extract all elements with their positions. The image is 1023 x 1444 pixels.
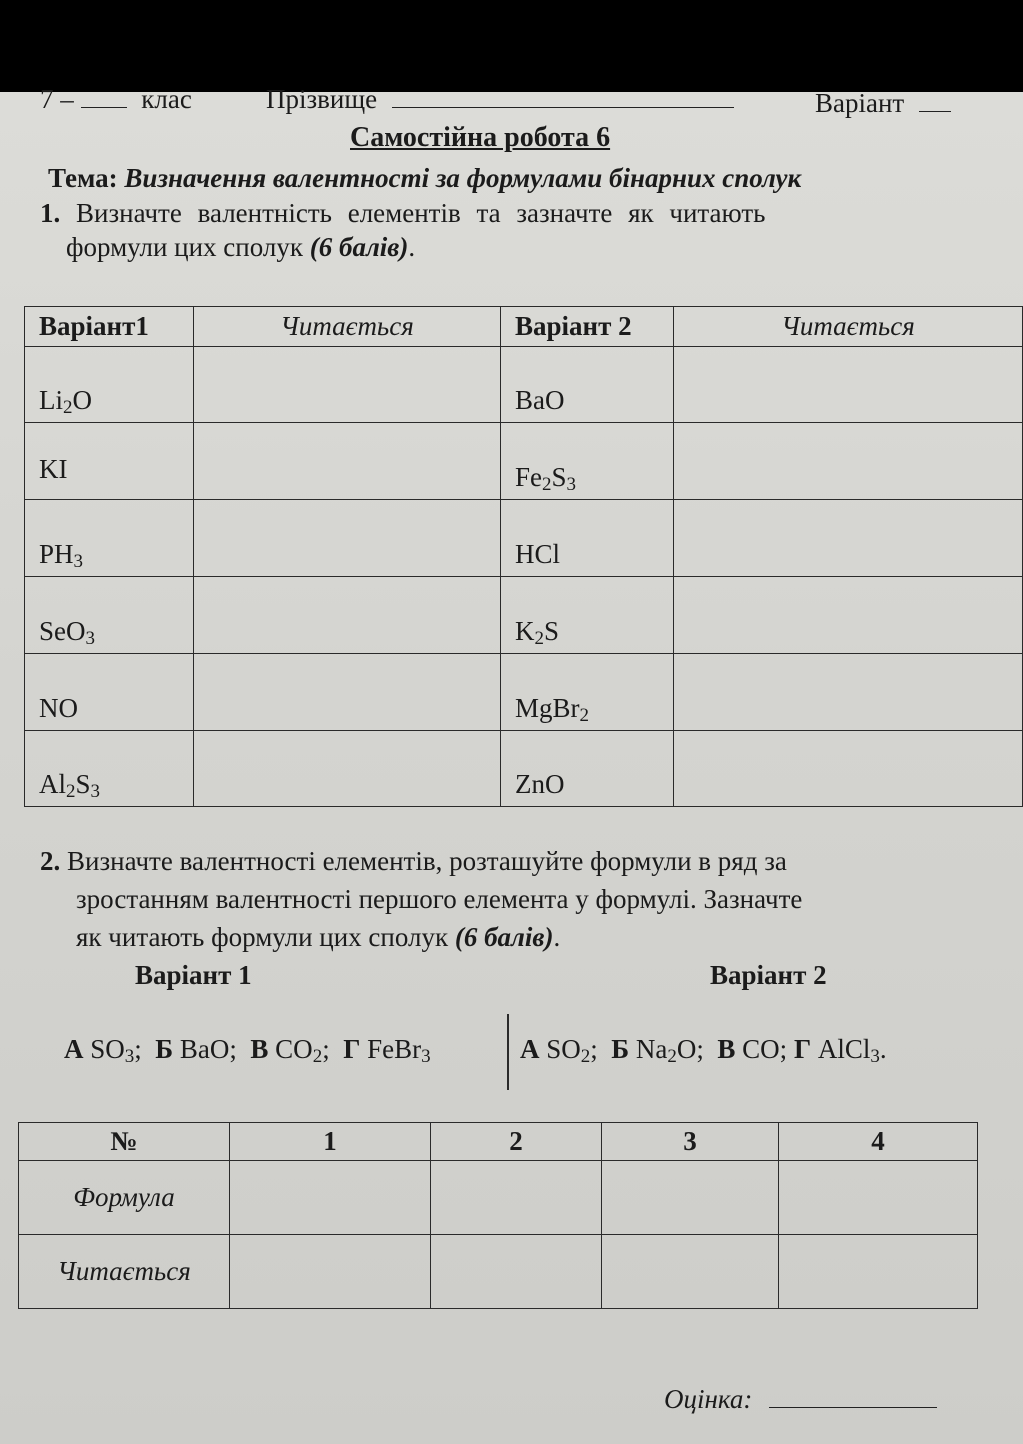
grade-field: [40, 84, 192, 115]
task1-text-line2: формули цих сполук: [66, 232, 303, 262]
header-col-2: 2: [431, 1123, 602, 1161]
header-read1: Читається: [194, 307, 501, 347]
formula-cell: $K_2S$: [501, 577, 674, 654]
grade-blank[interactable]: [769, 1385, 937, 1408]
answer-table: [18, 1122, 978, 1309]
surname-label: Прізвище: [266, 84, 378, 114]
formula-cell: KI: [25, 423, 194, 500]
topic: [48, 163, 801, 194]
topic-label: Тема:: [48, 163, 118, 193]
formula-cell: $Fe_2S_3$: [501, 423, 674, 500]
task2-points: (6 балів): [454, 922, 554, 952]
answer-cell[interactable]: [431, 1161, 602, 1235]
answer-cell[interactable]: [230, 1161, 431, 1235]
task1-line1: [40, 198, 765, 229]
answer-table-header: [19, 1123, 978, 1161]
answer-cell[interactable]: [194, 731, 501, 807]
variant-blank[interactable]: [919, 89, 951, 112]
variant-field: [815, 88, 951, 119]
answer-cell[interactable]: [602, 1235, 779, 1309]
variant-table-header: [25, 307, 1023, 347]
grade-blank[interactable]: [81, 85, 127, 108]
formula-cell: MgBr$_2$: [501, 654, 674, 731]
formula-cell: SeO$_3$: [25, 577, 194, 654]
formula-cell: ZnO: [501, 731, 674, 807]
task1-points: (6 балів): [309, 232, 409, 262]
grade-label: клас: [141, 84, 192, 114]
task2-variant2-formulas: А $SO_2$; Б $Na_2O$; В CO; Г AlCl$_3$.: [520, 1034, 887, 1067]
table-row: [25, 654, 1023, 731]
task2-variant1-formulas: А $SO_3$; Б BaO; В $CO_2$; Г FeBr$_3$: [64, 1034, 431, 1067]
table-row: [25, 500, 1023, 577]
answer-cell[interactable]: [674, 731, 1023, 807]
header-col-4: 4: [779, 1123, 978, 1161]
task1-text-line1: Визначте валентність елементів та зазначте як читають: [76, 198, 766, 228]
task2-variant2-label: Варіант 2: [710, 960, 827, 990]
topic-text: Визначення валентності за формулами бінарних сполук: [124, 163, 802, 193]
header-read2: Читається: [674, 307, 1023, 347]
answer-cell[interactable]: [674, 347, 1023, 423]
task2-text-line3: як читають формули цих сполук: [76, 922, 449, 952]
task2-line2: зростанням валентності першого елемента у формулі. Зазначте: [76, 884, 803, 914]
answer-cell[interactable]: [194, 500, 501, 577]
task2-end: .: [553, 922, 561, 952]
page-title: Самостійна робота 6: [350, 122, 611, 153]
answer-cell[interactable]: [674, 423, 1023, 500]
table-row: [25, 577, 1023, 654]
header-col-1: 1: [230, 1123, 431, 1161]
table-row: [19, 1235, 978, 1309]
task2-line1: [40, 846, 787, 877]
answer-cell[interactable]: [779, 1235, 978, 1309]
grade-field-bottom: [664, 1384, 937, 1415]
task2-number: 2.: [40, 846, 61, 876]
answer-cell[interactable]: [194, 577, 501, 654]
formula-cell: $Li_2O$: [25, 347, 194, 423]
variant-table: [24, 306, 1023, 807]
row-label-reading: Читається: [19, 1235, 230, 1309]
formula-cell: $Al_2S_3$: [25, 731, 194, 807]
answer-cell[interactable]: [779, 1161, 978, 1235]
header-variant2: Варіант 2: [501, 307, 674, 347]
task2-line3: [76, 922, 560, 953]
formula-cell: HCl: [501, 500, 674, 577]
surname-field: [266, 84, 734, 115]
grade-prefix: 7 –: [40, 84, 74, 114]
header-number-sign: №: [19, 1123, 230, 1161]
task1-end: .: [408, 232, 416, 262]
table-row: [19, 1161, 978, 1235]
table-row: [25, 347, 1023, 423]
variant-divider: [507, 1014, 509, 1090]
header-variant1: Варіант1: [25, 307, 194, 347]
task1-number: 1.: [40, 198, 61, 228]
variant-label: Варіант: [815, 88, 905, 118]
answer-cell[interactable]: [674, 500, 1023, 577]
task2-variant1-label: Варіант 1: [135, 960, 252, 990]
table-row: [25, 731, 1023, 807]
task1-line2: [66, 232, 415, 263]
answer-cell[interactable]: [674, 577, 1023, 654]
formula-cell: BaO: [501, 347, 674, 423]
task2-text-line1: Визначте валентності елементів, розташуйте формули в ряд за: [67, 846, 787, 876]
table-row: [25, 423, 1023, 500]
answer-cell[interactable]: [194, 347, 501, 423]
row-label-formula: Формула: [19, 1161, 230, 1235]
formula-cell: $PH_3$: [25, 500, 194, 577]
header-col-3: 3: [602, 1123, 779, 1161]
surname-blank[interactable]: [392, 85, 734, 108]
answer-cell[interactable]: [674, 654, 1023, 731]
answer-cell[interactable]: [194, 423, 501, 500]
answer-cell[interactable]: [230, 1235, 431, 1309]
answer-cell[interactable]: [431, 1235, 602, 1309]
answer-cell[interactable]: [602, 1161, 779, 1235]
formula-cell: NO: [25, 654, 194, 731]
grade-label: Оцінка:: [664, 1384, 753, 1414]
answer-cell[interactable]: [194, 654, 501, 731]
